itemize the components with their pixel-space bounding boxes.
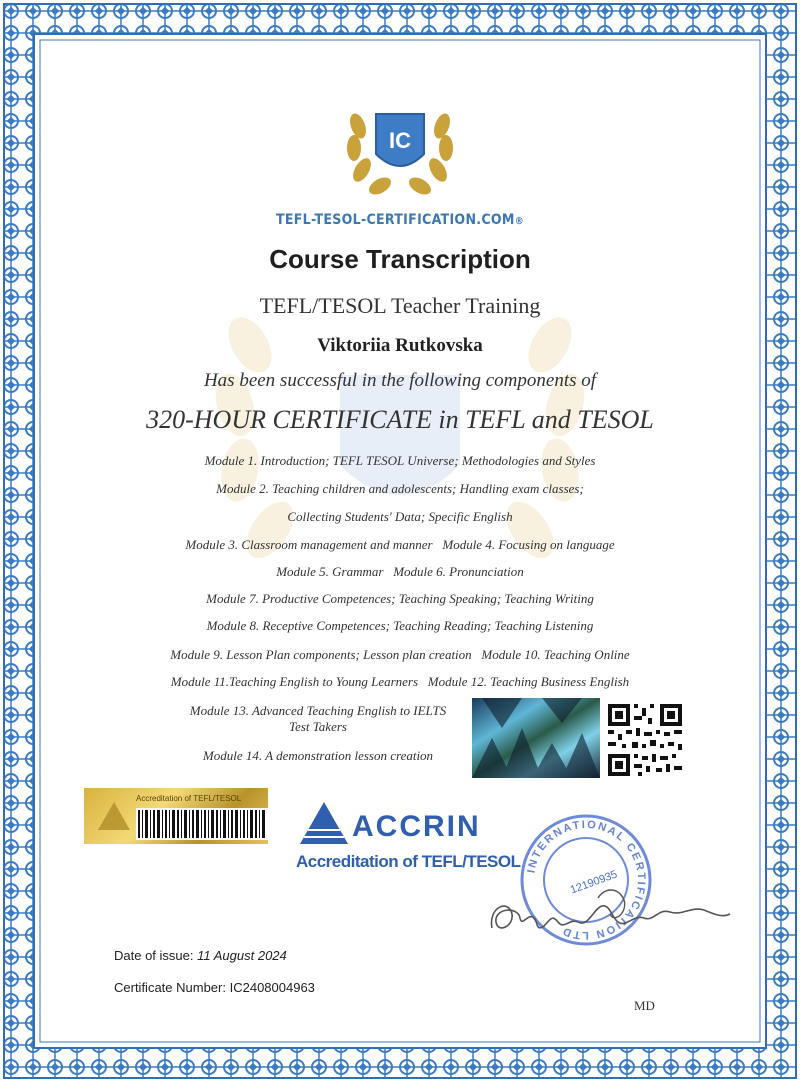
module-line-7: Module 8. Receptive Competences; Teaching Reading; Teaching Listening bbox=[206, 618, 594, 633]
ic-logo bbox=[340, 96, 460, 196]
module-line-6: Module 7. Productive Competences; Teaching Speaking; Teaching Writing bbox=[206, 591, 594, 606]
issue-date-label: Date of issue: bbox=[114, 948, 194, 963]
accrin-name: ACCRIN bbox=[352, 810, 481, 843]
module-line-10a: Module 13. Advanced Teaching English to IELTS bbox=[189, 703, 447, 718]
issue-date bbox=[114, 948, 287, 963]
brand-name bbox=[0, 212, 800, 228]
sticker-text: Accreditation of TEFL/TESOL bbox=[136, 794, 242, 803]
certificate-number bbox=[114, 980, 315, 995]
module-line-4: Module 3. Classroom management and manner Module 4. Focusing on language bbox=[185, 537, 615, 552]
certificate-number-value: IC2408004963 bbox=[229, 980, 315, 995]
module-line-5: Module 5. Grammar Module 6. Pronunciation bbox=[276, 564, 524, 579]
barcode bbox=[136, 808, 268, 840]
module-line-10 bbox=[168, 703, 468, 735]
issue-date-value: 11 August 2024 bbox=[197, 948, 287, 963]
accrin-subtitle: Accreditation of TEFL/TESOL bbox=[296, 852, 521, 871]
course-subtitle: TEFL/TESOL Teacher Training bbox=[259, 293, 541, 318]
page-title: Course Transcription bbox=[269, 244, 531, 274]
module-line-3: Collecting Students' Data; Specific English bbox=[287, 509, 513, 524]
module-line-11: Module 14. A demonstration lesson creation bbox=[202, 748, 434, 763]
statement: Has been successful in the following components of bbox=[203, 370, 597, 391]
module-line-1: Module 1. Introduction; TEFL TESOL Universe; Methodologies and Styles bbox=[204, 453, 596, 468]
accrin-triangle-icon bbox=[298, 800, 350, 846]
stamp-ring-text: INTERNATIONAL CERTIFICATION LTD bbox=[525, 818, 648, 942]
brand-mark: ® bbox=[514, 216, 525, 227]
gold-sticker bbox=[84, 788, 268, 844]
module-line-8: Module 9. Lesson Plan components; Lesson plan creation Module 10. Teaching Online bbox=[170, 647, 630, 662]
logo-text: IC bbox=[389, 128, 411, 153]
certificate-name: 320-HOUR CERTIFICATE in TEFL and TESOL bbox=[146, 405, 654, 434]
sticker-triangle-icon bbox=[94, 796, 134, 836]
initials: MD bbox=[634, 998, 655, 1013]
qr-code bbox=[604, 700, 686, 780]
module-line-2: Module 2. Teaching children and adolescents; Handling exam classes; bbox=[216, 481, 584, 496]
module-line-10b: Test Takers bbox=[289, 719, 347, 734]
hologram-image bbox=[472, 698, 600, 778]
certificate-number-label: Certificate Number: bbox=[114, 980, 226, 995]
brand-name-text: TEFL-TESOL-CERTIFICATION.COM bbox=[275, 212, 515, 228]
recipient-name: Viktoriia Rutkovska bbox=[317, 335, 483, 356]
signature bbox=[478, 878, 738, 948]
stamp-number: 12190935 bbox=[568, 868, 619, 897]
module-line-9: Module 11.Teaching English to Young Learners Module 12. Teaching Business English bbox=[170, 674, 630, 689]
